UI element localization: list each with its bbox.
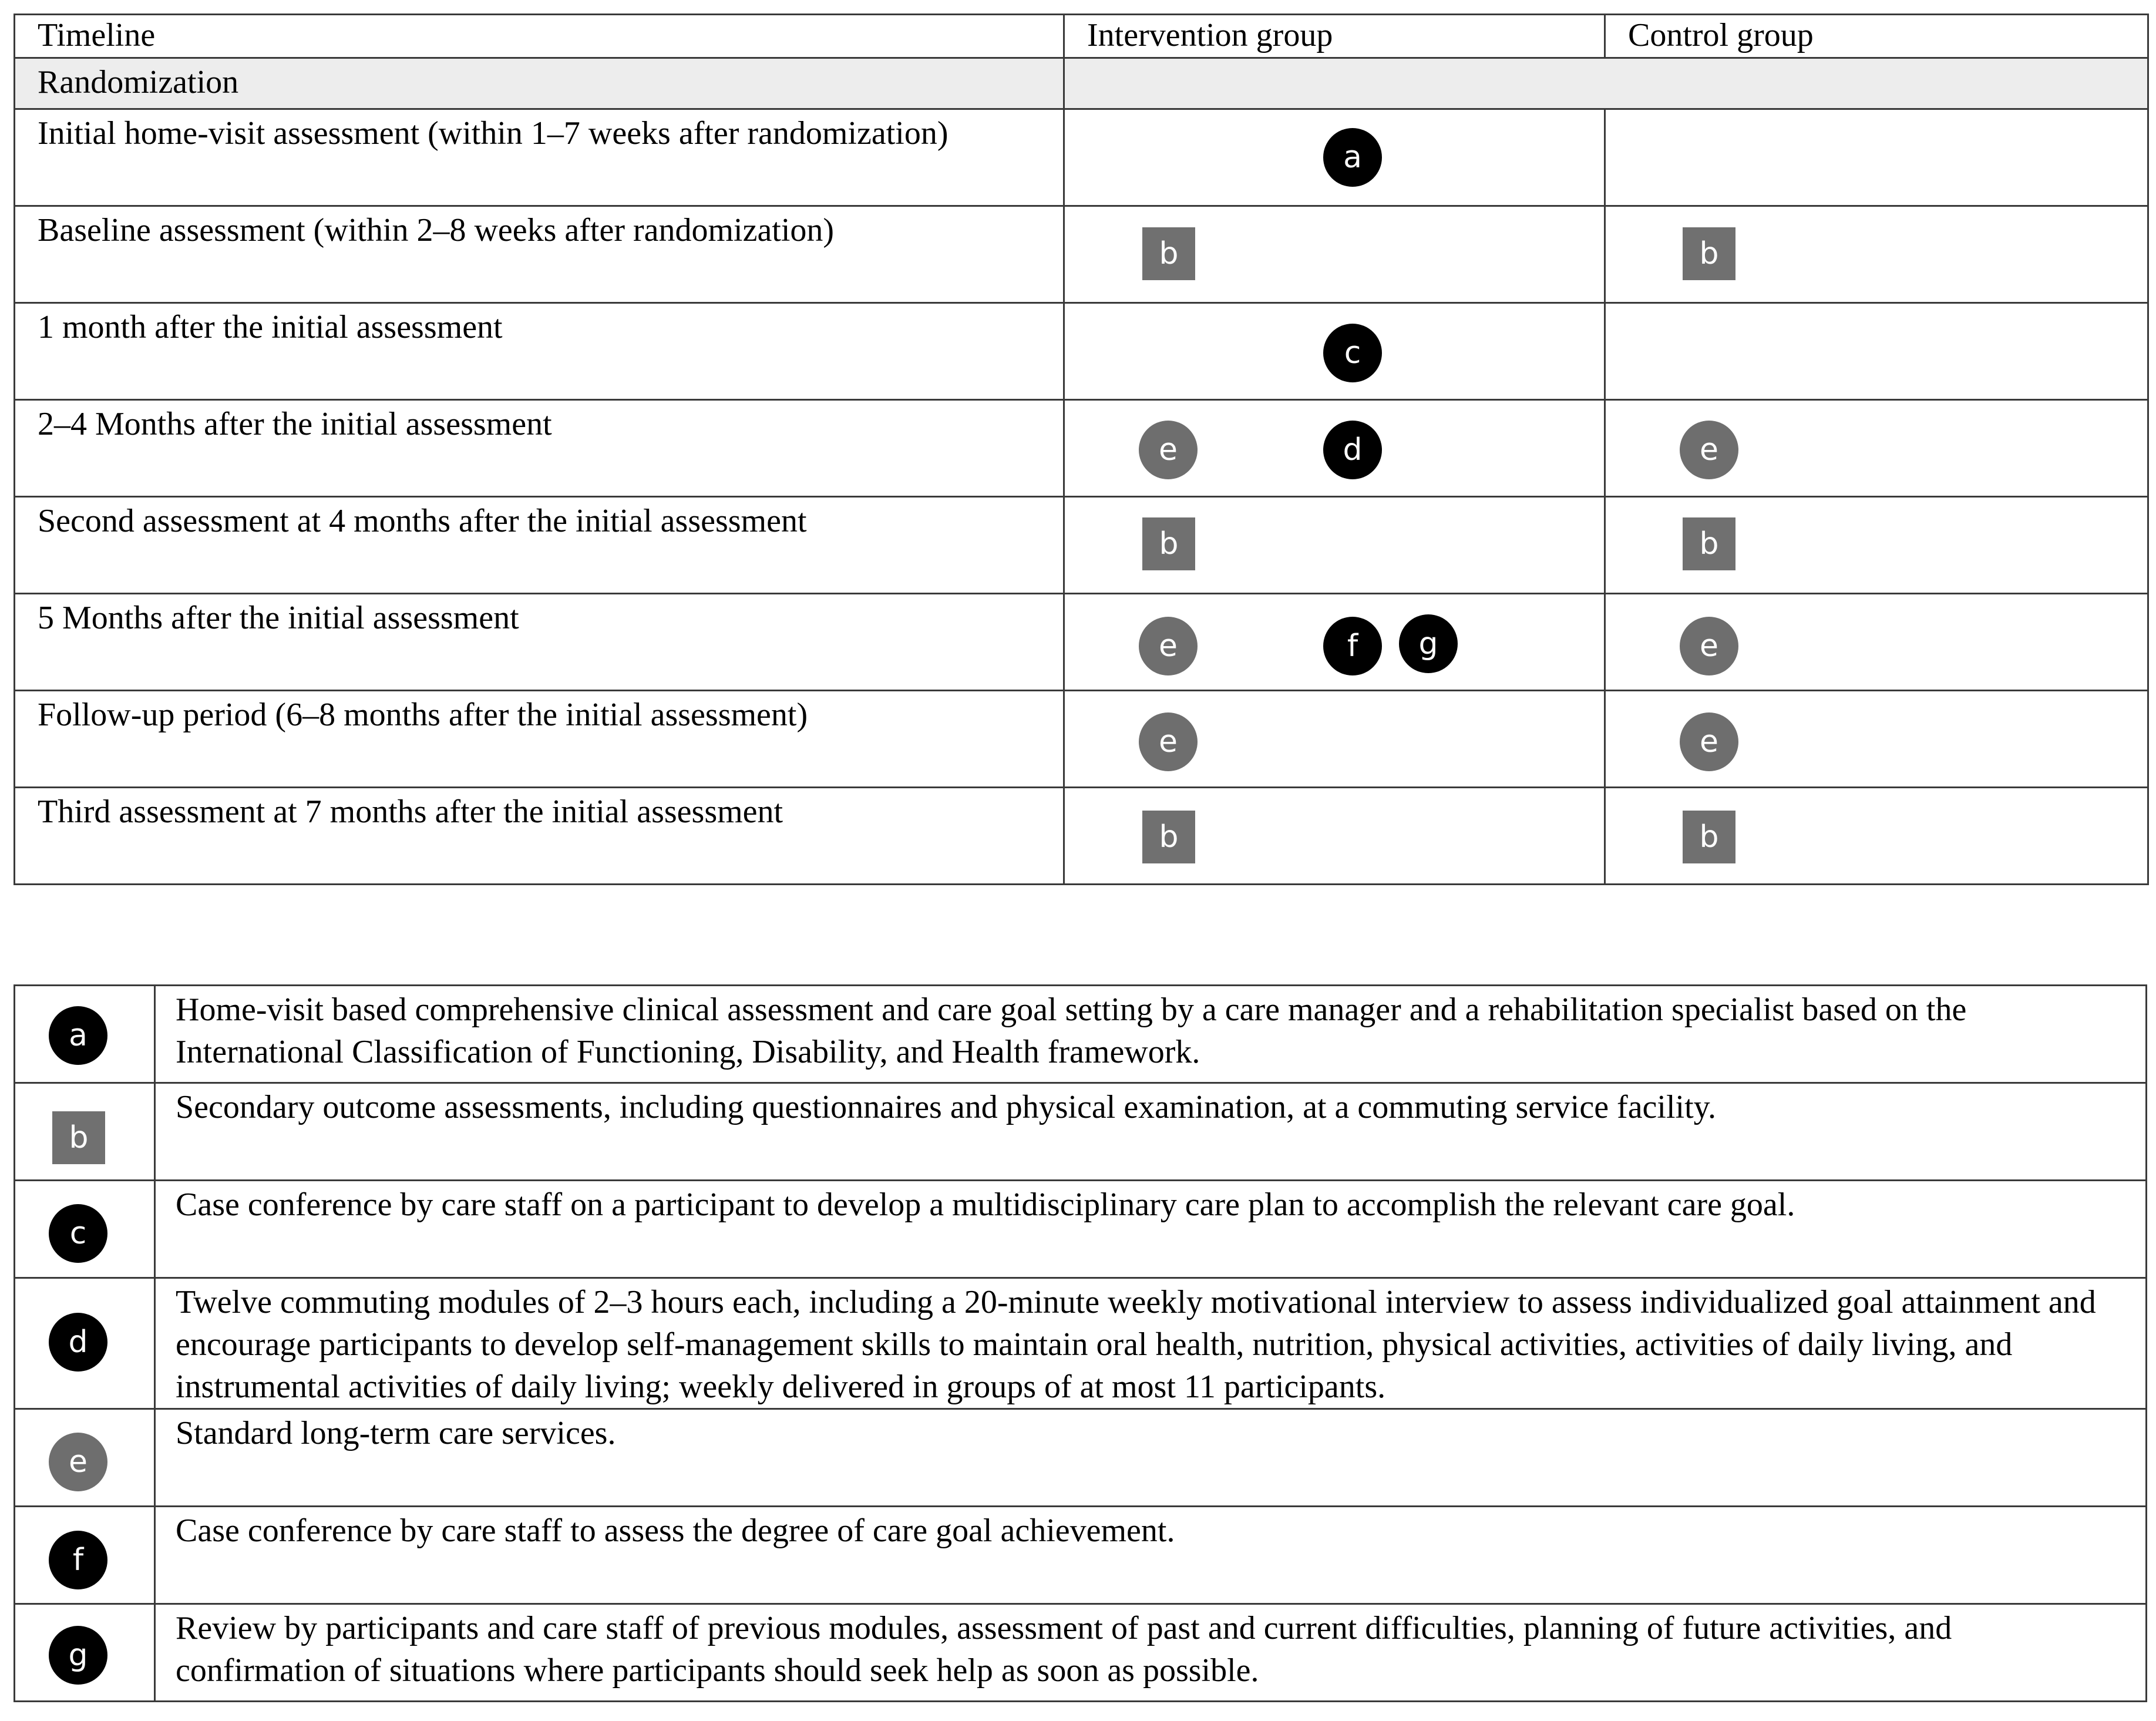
header-timeline: Timeline (15, 15, 1064, 58)
timeline-label-cell: Follow-up period (6–8 months after the initial assessment) (15, 691, 1064, 788)
legend-icon-cell (15, 1181, 155, 1278)
legend-text-cell: Review by participants and care staff of previous modules, assessment of past and current difficulties, planning of future activities, and confirmation of situations where participants should seek help as soon as possible. (155, 1604, 2147, 1702)
marker-b-square: b (1683, 811, 1735, 863)
intervention-cell (1064, 497, 1605, 594)
marker-e-circle: e (1680, 712, 1738, 771)
legend-text-cell: Standard long-term care services. (155, 1409, 2147, 1507)
control-cell (1605, 400, 2148, 497)
marker-b-square: b (1683, 227, 1735, 280)
marker-e-circle: e (1139, 617, 1198, 675)
legend-marker-g-circle: g (49, 1626, 107, 1685)
legend-text-cell: Secondary outcome assessments, including questionnaires and physical examination, at a commuting service facility. (155, 1083, 2147, 1181)
legend-row (15, 986, 2147, 1083)
randomization-row (15, 58, 2148, 109)
marker-b-square: b (1142, 227, 1195, 280)
control-cell (1605, 303, 2148, 400)
marker-c-circle: c (1323, 324, 1382, 382)
legend-icon-cell (15, 1604, 155, 1702)
legend-text-cell: Home-visit based comprehensive clinical assessment and care goal setting by a care manager and a rehabilitation specialist based on the International Classification of Functioning, Disability, and Health framework. (155, 986, 2147, 1083)
marker-e-circle: e (1139, 712, 1198, 771)
legend-row (15, 1278, 2147, 1409)
marker-b-square: b (1683, 517, 1735, 570)
timeline-label-cell: 2–4 Months after the initial assessment (15, 400, 1064, 497)
timeline-row (15, 303, 2148, 400)
control-cell (1605, 594, 2148, 691)
legend-table (14, 984, 2147, 1702)
legend-marker-d-circle: d (49, 1313, 107, 1372)
legend-marker-a-circle: a (49, 1006, 107, 1065)
marker-b-square: b (1142, 517, 1195, 570)
marker-e-circle: e (1680, 421, 1738, 479)
legend-row (15, 1083, 2147, 1181)
timeline-table (14, 14, 2149, 885)
legend-marker-c-circle: c (49, 1204, 107, 1263)
intervention-cell (1064, 303, 1605, 400)
legend-icon-cell (15, 1507, 155, 1604)
timeline-label-cell: 5 Months after the initial assessment (15, 594, 1064, 691)
timeline-row (15, 400, 2148, 497)
marker-e-circle: e (1139, 421, 1198, 479)
timeline-label-cell: 1 month after the initial assessment (15, 303, 1064, 400)
control-cell (1605, 109, 2148, 206)
legend-text-cell: Case conference by care staff on a participant to develop a multidisciplinary care plan to accomplish the relevant care goal. (155, 1181, 2147, 1278)
control-cell (1605, 691, 2148, 788)
timeline-label-cell: Baseline assessment (within 2–8 weeks after randomization) (15, 206, 1064, 303)
timeline-row (15, 594, 2148, 691)
legend-marker-e-circle: e (49, 1433, 107, 1491)
legend-text-cell: Case conference by care staff to assess the degree of care goal achievement. (155, 1507, 2147, 1604)
timeline-label-cell: Third assessment at 7 months after the initial assessment (15, 788, 1064, 885)
randomization-span-cell (1064, 58, 2148, 109)
marker-d-circle: d (1323, 421, 1382, 479)
intervention-cell (1064, 206, 1605, 303)
intervention-cell (1064, 691, 1605, 788)
control-cell (1605, 788, 2148, 885)
timeline-row (15, 497, 2148, 594)
legend-icon-cell (15, 1083, 155, 1181)
marker-f-circle: f (1323, 617, 1382, 675)
timeline-row (15, 206, 2148, 303)
timeline-row (15, 788, 2148, 885)
legend-icon-cell (15, 1409, 155, 1507)
legend-row (15, 1507, 2147, 1604)
header-intervention: Intervention group (1064, 15, 1605, 58)
marker-e-circle: e (1680, 617, 1738, 675)
legend-row (15, 1604, 2147, 1702)
randomization-label-cell: Randomization (15, 58, 1064, 109)
header-row (15, 15, 2148, 58)
legend-icon-cell (15, 1278, 155, 1409)
timeline-label-cell: Second assessment at 4 months after the initial assessment (15, 497, 1064, 594)
legend-marker-b-square: b (52, 1111, 105, 1164)
marker-b-square: b (1142, 811, 1195, 863)
intervention-cell (1064, 400, 1605, 497)
control-cell (1605, 206, 2148, 303)
control-cell (1605, 497, 2148, 594)
legend-row (15, 1409, 2147, 1507)
marker-g-circle: g (1399, 614, 1458, 673)
timeline-row (15, 109, 2148, 206)
header-control: Control group (1605, 15, 2148, 58)
timeline-row (15, 691, 2148, 788)
legend-marker-f-circle: f (49, 1531, 107, 1589)
intervention-cell (1064, 788, 1605, 885)
intervention-cell (1064, 594, 1605, 691)
timeline-label-cell: Initial home-visit assessment (within 1–7 weeks after randomization) (15, 109, 1064, 206)
legend-icon-cell (15, 986, 155, 1083)
legend-text-cell: Twelve commuting modules of 2–3 hours each, including a 20-minute weekly motivational interview to assess individualized goal attainment and encourage participants to develop self-management skills to maintain oral health, nutrition, physical activities, activities of daily living, and instrumental activities of daily living; weekly delivered in groups of at most 11 participants. (155, 1278, 2147, 1409)
legend-row (15, 1181, 2147, 1278)
intervention-cell (1064, 109, 1605, 206)
marker-a-circle: a (1323, 128, 1382, 187)
